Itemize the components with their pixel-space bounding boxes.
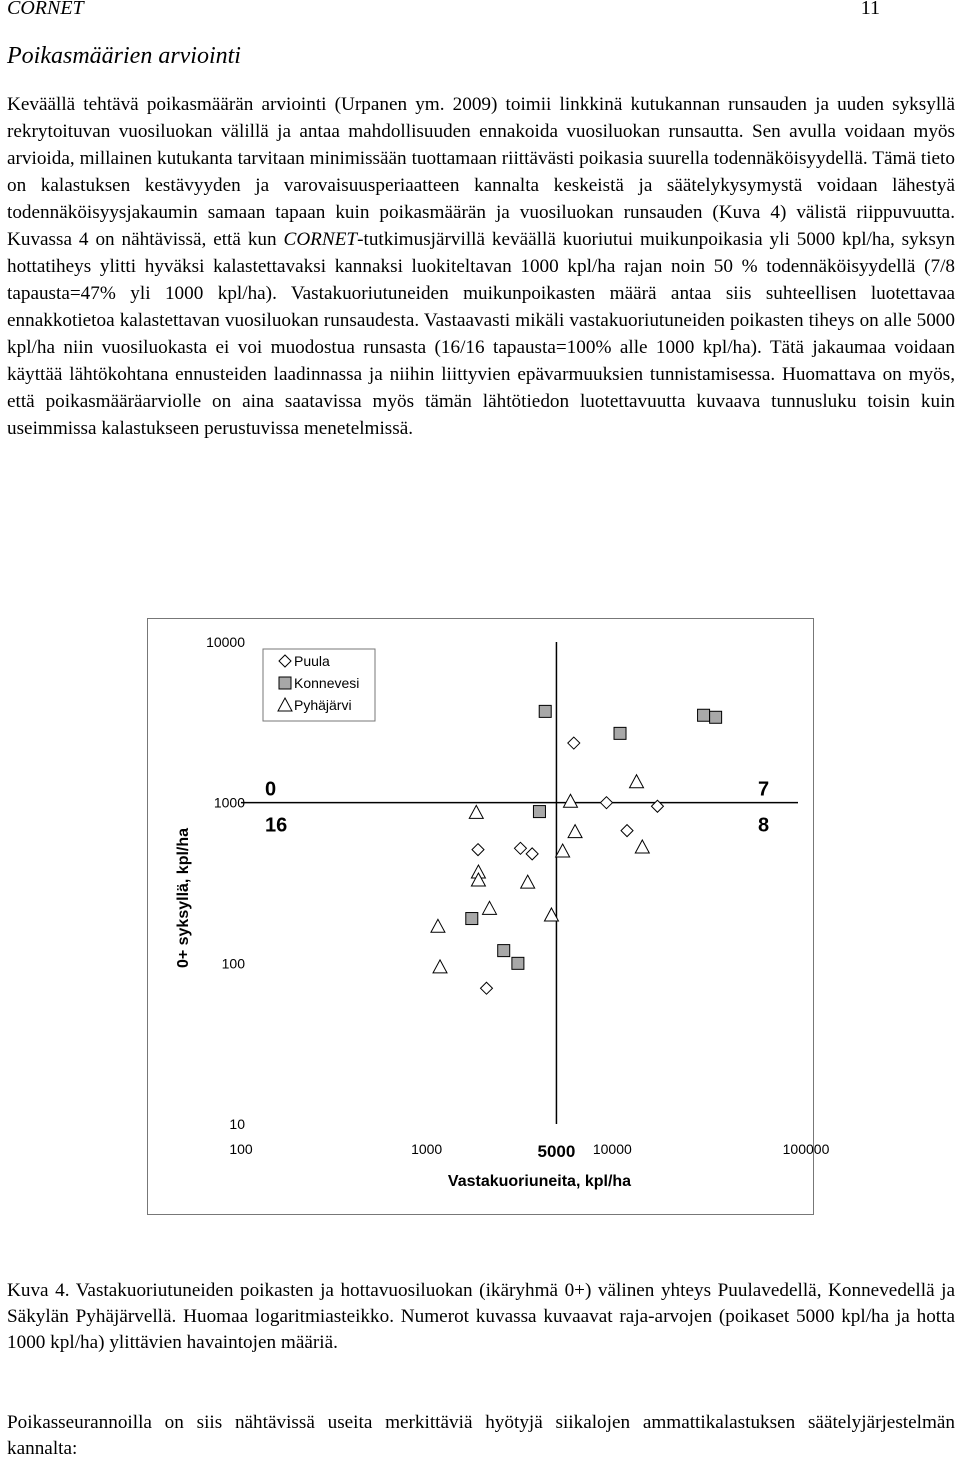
quadrant-count-upper-right: 7 xyxy=(758,778,770,801)
page-number: 11 xyxy=(860,0,880,19)
data-point-diamond xyxy=(472,844,484,856)
data-point-square xyxy=(710,711,722,723)
legend-label: Pyhäjärvi xyxy=(294,697,352,713)
body-paragraph xyxy=(7,91,955,442)
y-axis-title: 0+ syksyllä, kpl/ha xyxy=(175,827,192,969)
figure-caption: Kuva 4. Vastakuoriutuneiden poikasten ja hottavuosiluokan (ikäryhmä 0+) välinen yhteys Puulavedellä, Konnevedellä ja Säkylän Pyhäjärvellä. Huomaa logaritmiasteikko. Numerot kuvassa kuvaavat raja-arvojen (poikaset 5000 kpl/ha ja hotta 1000 kpl/ha) ylittävien havaintojen määriä. xyxy=(7,1280,955,1353)
quadrant-count-lower-right: 8 xyxy=(758,814,770,837)
chart-legend xyxy=(263,649,375,721)
data-point-diamond xyxy=(480,982,492,994)
x-tick-label: 100 xyxy=(229,1141,253,1157)
threshold-x-label: 5000 xyxy=(537,1142,576,1161)
y-tick-label: 1000 xyxy=(213,794,245,811)
data-point-square xyxy=(466,913,478,925)
paragraph-text-1: Keväällä tehtävä poikasmäärän arviointi (Urpanen ym. 2009) toimii linkkinä kutukannan runsauden ja uuden syksyllä rekrytoituvan vuosiluokan välillä ja antaa mahdollisuuden ennakoida vuosiluokan runsautta. Sen avulla voidaan myös arvioida, millainen kutukanta tarvitaan minimissään tuottamaan riittävästi poikasia suurella todennäköisyydellä. Tämä tieto on kalastuksen kestävyyden ja varovaisuusperiaatteen kannalta keskeistä ja säätelykysymystä voidaan lähestyä todennäköisyysjakaumin samaan tapaan kuin poikasmäärän ja vuosiluokan runsauden (Kuva 4) välistä riippuvuutta. Kuvassa 4 on nähtävissä, että kun xyxy=(7,94,955,250)
data-point-triangle xyxy=(433,960,447,973)
x-axis-title: Vastakuoriuneita, kpl/ha xyxy=(447,1173,632,1190)
data-point-triangle xyxy=(483,901,497,914)
y-tick-label: 10 xyxy=(229,1116,245,1132)
data-point-triangle xyxy=(635,840,649,853)
data-point-diamond xyxy=(621,825,633,837)
quadrant-count-upper-left: 0 xyxy=(265,778,277,801)
quadrant-count-lower-left: 16 xyxy=(265,814,288,837)
data-point-triangle xyxy=(563,794,577,807)
paragraph-italic: CORNET xyxy=(283,229,358,250)
data-point-triangle xyxy=(431,919,445,932)
data-point-triangle xyxy=(556,844,570,857)
data-point-square xyxy=(539,705,551,717)
legend-marker-square xyxy=(279,677,291,689)
scatter-chart xyxy=(147,618,830,1215)
legend-label: Konnevesi xyxy=(294,675,360,691)
legend-label: Puula xyxy=(294,653,330,669)
x-tick-label: 10000 xyxy=(592,1141,632,1157)
data-point-triangle xyxy=(469,805,483,818)
data-point-square xyxy=(698,709,710,721)
x-tick-label: 1000 xyxy=(411,1141,443,1157)
data-point-diamond xyxy=(600,797,612,809)
y-tick-label: 10000 xyxy=(206,634,245,650)
data-point-square xyxy=(498,945,510,957)
header-title: CORNET xyxy=(7,0,84,19)
data-point-triangle xyxy=(521,875,535,888)
chart-svg xyxy=(148,619,830,1216)
chart-marks xyxy=(431,705,722,994)
data-point-square xyxy=(512,957,524,969)
y-tick-label: 100 xyxy=(221,955,245,972)
data-point-diamond xyxy=(568,737,580,749)
data-point-diamond xyxy=(514,842,526,854)
x-tick-label: 100000 xyxy=(782,1141,830,1157)
section-title: Poikasmäärien arviointi xyxy=(7,43,241,69)
data-point-triangle xyxy=(568,825,582,838)
data-point-square xyxy=(614,727,626,739)
data-point-triangle xyxy=(630,775,644,788)
data-point-diamond xyxy=(526,848,538,860)
final-paragraph: Poikasseurannoilla on siis nähtävissä useita merkittäviä hyötyjä siikalojen ammattikalastuksen säätelyjärjestelmän kannalta: xyxy=(7,1412,955,1459)
data-point-square xyxy=(533,806,545,818)
paragraph-text-2: -tutkimusjärvillä keväällä kuoriutui muikunpoikasia yli 5000 kpl/ha, syksyn hottatiheys ylitti hyväksi kalastettavaksi kannaksi luokiteltavan 1000 kpl/ha rajan noin 50 % todennäköisyydellä (7/8 tapausta=47% yli 1000 kpl/ha). Vastakuoriutuneiden muikunpoikasten määrä antaa siis suhteellisen luotettavaa ennakkotietoa kalastettavan vuosiluokan runsaudesta. Vastaavasti mikäli vastakuoriutuneiden poikasten tiheys on alle 5000 kpl/ha niin vuosiluokasta ei voi muodostua runsasta (16/16 tapausta=100% alle 1000 kpl/ha). Tätä jakaumaa voidaan käyttää lähtökohtana ennusteiden laadinnassa ja niihin liittyvien epävarmuuksien tunnistamisessa. Huomattava on myös, että poikasmääräarviolle on aina saatavissa myös tämän lähtötiedon luotettavuutta kuvaava tunnusluku toisin kuin useimmissa kalastukseen perustuvissa menetelmissä. xyxy=(7,229,955,439)
